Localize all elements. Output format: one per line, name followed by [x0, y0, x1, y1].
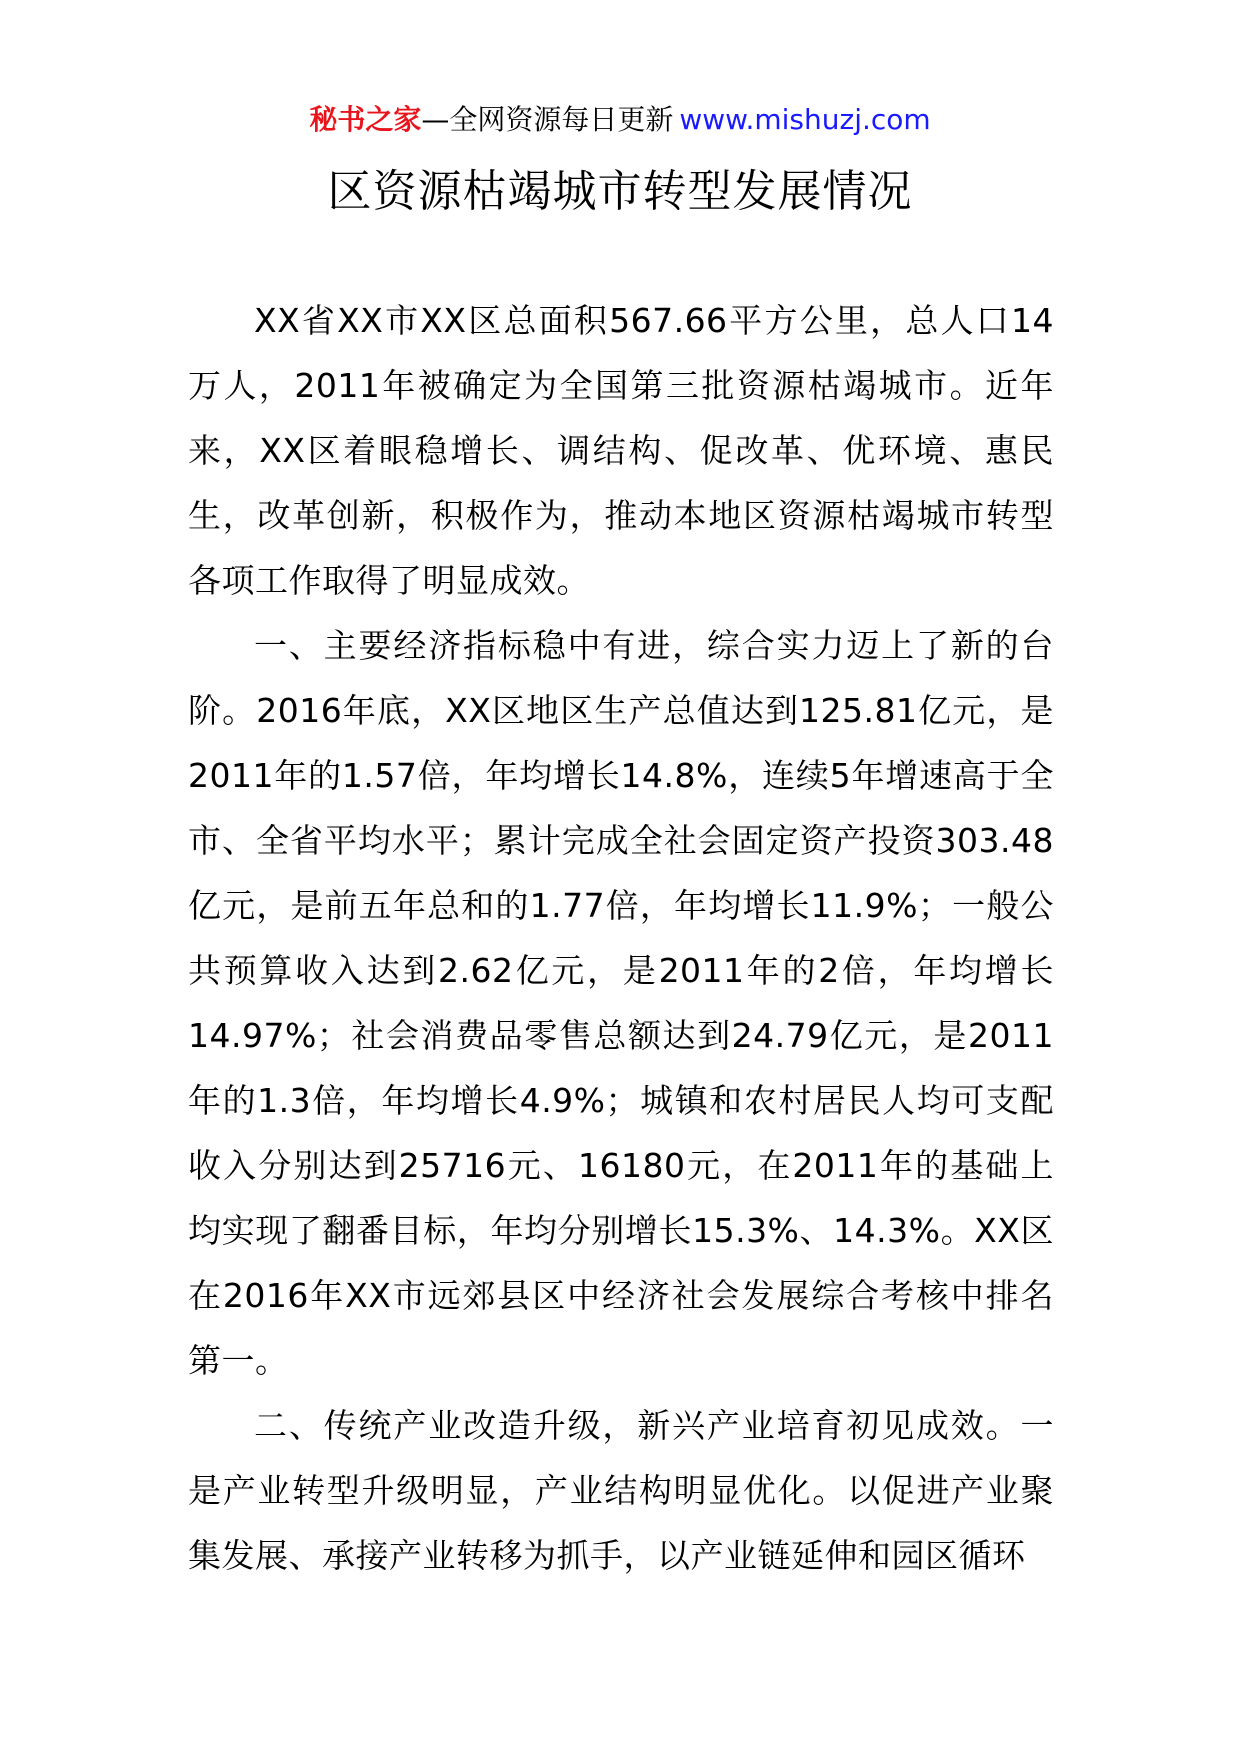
paragraph-text: 2016年底，XX区地区生产总值达到125.81亿元，是2011年的1.57倍，年均增长14.8%，连续5年增速高于全市、全省平均水平；累计完成全社会固定资产投资303.48亿元，是前五年总和的1.77倍，年均增长11.9%；一般公共预算收入达到2.62亿元，是2011年的2倍，年均增长14.97%；社会消费品零售总额达到24.79亿元，是2011年的1.3倍，年均增长4.9%；城镇和农村居民人均可支配收入分别达到25716元、16180元，在2011年的基础上均实现了翻番目标，年均分别增长15.3%、14.3%。XX区在2016年XX市远郊县区中经济社会发展综合考核中排名第一。	[188, 691, 1054, 1380]
document-title: 区资源枯竭城市转型发展情况	[327, 166, 913, 217]
banner-tagline: —全网资源每日更新	[421, 103, 674, 136]
paragraph-text: XX省XX市XX区总面积567.66平方公里，总人口14万人，2011年被确定为全国第三批资源枯竭城市。近年来，XX区着眼稳增长、调结构、促改革、优环境、惠民生，改革创新，积极作为，推动本地区资源枯竭城市转型各项工作取得了明显成效。	[188, 301, 1054, 600]
brand-name: 秘书之家	[309, 103, 422, 136]
paragraph-intro	[188, 288, 1054, 613]
document-body	[188, 288, 1054, 1588]
section-heading: 一、主要经济指标稳中有进，综合实力迈上了新的台阶。	[188, 626, 1054, 730]
paragraph-text: 一是产业转型升级明显，产业结构明显优化。以促进产业聚集发展、承接产业转移为抓手，以产业链延伸和园区循环	[188, 1406, 1054, 1575]
site-url-link[interactable]: www.mishuzj.com	[679, 103, 931, 136]
site-banner	[0, 100, 1240, 140]
paragraph-section-1	[188, 613, 1054, 1393]
section-heading: 二、传统产业改造升级，新兴产业培育初见成效。	[254, 1406, 1021, 1445]
paragraph-section-2	[188, 1393, 1054, 1588]
